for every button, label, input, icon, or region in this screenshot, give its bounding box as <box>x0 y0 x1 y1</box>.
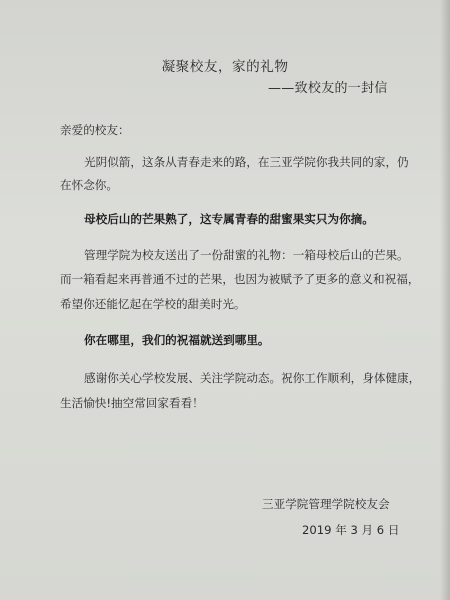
salutation: 亲爱的校友： <box>60 123 130 137</box>
signature: 三亚学院管理学院校友会 <box>262 497 390 511</box>
highlight-line-2: 你在哪里，我们的祝福就送到哪里。 <box>84 333 270 347</box>
paragraph-1-line-1: 光阴似箭，这条从青春走来的路，在三亚学院你我共同的家，仍 <box>84 155 409 169</box>
highlight-line-1: 母校后山的芒果熟了，这专属青春的甜蜜果实只为你摘。 <box>84 212 374 226</box>
paragraph-3-line-2: 生活愉快!抽空常回家看看！ <box>60 396 204 410</box>
letter-subtitle: ——致校友的一封信 <box>268 81 388 96</box>
paper-edge-shadow <box>440 0 450 600</box>
letter-date: 2019 年 3 月 6 日 <box>302 523 400 537</box>
letter-title: 凝聚校友，家的礼物 <box>161 59 289 75</box>
paragraph-1-line-2: 在怀念你。 <box>60 178 118 192</box>
paragraph-2-line-2: 而一箱看起来再普通不过的芒果，也因为被赋予了更多的意义和祝福， <box>60 272 420 286</box>
paragraph-2-line-1: 管理学院为校友送出了一份甜蜜的礼物：一箱母校后山的芒果。 <box>84 248 409 262</box>
paragraph-3-line-1: 感谢你关心学校发展、关注学院动态。祝你工作顺利，身体健康， <box>84 371 421 385</box>
paragraph-2-line-3: 希望你还能忆起在学校的甜美时光。 <box>60 297 246 311</box>
